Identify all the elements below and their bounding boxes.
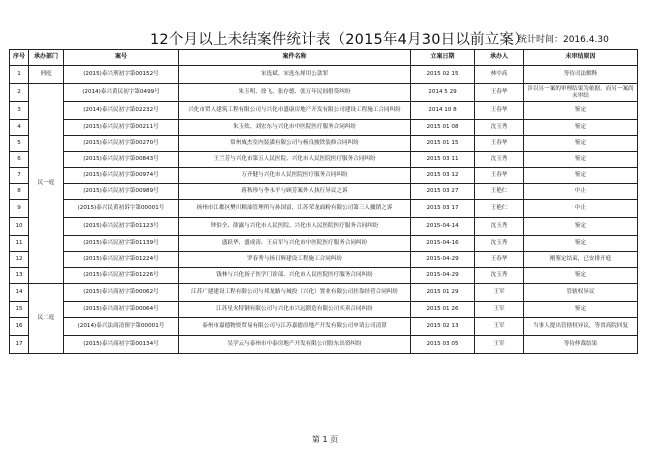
row-seq: 1 [10, 66, 29, 84]
table-row [10, 66, 638, 84]
row-judge: 王军 [475, 284, 524, 302]
table-row [10, 200, 638, 218]
row-judge: 王春华 [475, 252, 524, 268]
row-date: 2015-04-14 [411, 218, 475, 236]
row-case-no: (2014)泰兴法商清预字第00001号 [64, 318, 179, 336]
row-judge: 沈玉秀 [475, 218, 524, 236]
row-seq: 15 [10, 302, 29, 318]
row-seq: 12 [10, 252, 29, 268]
header-reason: 未审结原因 [524, 50, 638, 66]
row-judge: 沈玉秀 [475, 236, 524, 252]
table-row [10, 136, 638, 152]
department-cell: 民一庭 [29, 84, 64, 284]
table-header-row [10, 50, 638, 66]
row-date: 2015 02 13 [411, 318, 475, 336]
row-seq: 5 [10, 136, 29, 152]
row-case-name: 蒋秋珍与李永平与顾芳案外人执行异议之诉 [179, 184, 411, 200]
row-case-no: (2015)泰兴商初字第00134号 [64, 336, 179, 354]
row-reason: 鉴定 [524, 302, 638, 318]
row-date: 2015 01 26 [411, 302, 475, 318]
row-case-name: 江苏广建建设工程有限公司与邦龙路与城投（兴化）置业有限公司挂靠经营合同纠纷 [179, 284, 411, 302]
statistics-time: 统计时间：2016.4.30 [518, 35, 609, 45]
row-case-name: 钟伯全、薛露与兴化市人民医院、兴化市人民医院医疗服务合同纠纷 [179, 218, 411, 236]
row-reason: 鉴定 [524, 120, 638, 136]
row-seq: 2 [10, 84, 29, 102]
row-judge: 沈玉秀 [475, 268, 524, 284]
row-case-no: (2015)泰兴民初字第00270号 [64, 136, 179, 152]
department-cell: 刑庭 [29, 66, 64, 84]
row-reason: 鉴定 [524, 236, 638, 252]
row-case-name: 吴学云与泰州市中泰房地产开发有限公司股东出资纠纷 [179, 336, 411, 354]
page-footer: 第 1 页 [311, 435, 339, 444]
row-seq: 6 [10, 152, 29, 168]
header-judge: 承办人 [475, 50, 524, 66]
row-case-no: (2014)泰兴民初字第02232号 [64, 102, 179, 120]
row-case-name: 王兰芳与兴化市第五人民医院、兴化市人民医院医疗服务合同纠纷 [179, 152, 411, 168]
row-date: 2015 03 17 [411, 200, 475, 218]
row-reason: 中止 [524, 200, 638, 218]
row-judge: 王艳仁 [475, 200, 524, 218]
row-case-name: 江苏星火特钢有限公司与兴化市兴远锻造有限公司买卖合同纠纷 [179, 302, 411, 318]
row-seq: 7 [10, 168, 29, 184]
table-row [10, 318, 638, 336]
row-reason: 鉴定 [524, 136, 638, 152]
header-case-no: 案号 [64, 50, 179, 66]
row-date: 2015 03 12 [411, 168, 475, 184]
header-department: 承办部门 [29, 50, 64, 66]
row-date: 2015 01 29 [411, 284, 475, 302]
row-case-name: 盛跃华、盛成涛、王启军与兴化市中医院医疗服务合同纠纷 [179, 236, 411, 252]
row-case-name: 常州威杰室内装潢有限公司与杨良骏铁装修合同纠纷 [179, 136, 411, 152]
row-case-name: 朱玉明、徐飞、张存德、张万年民间借贷纠纷 [179, 84, 411, 102]
row-case-name: 泰州市嘉德物资贸易有限公司与江苏嘉德房地产开发有限公司申请公司清算 [179, 318, 411, 336]
row-reason: 等待仲裁结果 [524, 336, 638, 354]
row-case-no: (2015)泰兴民初字第01226号 [64, 268, 179, 284]
row-case-no: (2015)泰兴民初字第00989号 [64, 184, 179, 200]
row-judge: 王春华 [475, 102, 524, 120]
title-row [0, 26, 650, 50]
row-case-no: (2015)泰兴民初字第01224号 [64, 252, 179, 268]
row-seq: 10 [10, 218, 29, 236]
row-case-no: (2015)泰兴民黄初诉字第00001号 [64, 200, 179, 218]
row-judge: 王春华 [475, 136, 524, 152]
row-case-no: (2014)泰兴黄民初字第0499号 [64, 84, 179, 102]
row-seq: 9 [10, 200, 29, 218]
table-row [10, 218, 638, 236]
row-date: 2015 02 15 [411, 66, 475, 84]
row-reason: 鉴定 [524, 168, 638, 184]
table-row [10, 284, 638, 302]
row-case-name: 朱玉炊、刘宏东与兴化市中医院医疗服务合同纠纷 [179, 120, 411, 136]
row-judge: 王军 [475, 302, 524, 318]
row-reason: 管辖权异议 [524, 284, 638, 302]
row-date: 2015 03 27 [411, 184, 475, 200]
row-judge: 王春华 [475, 168, 524, 184]
header-case-name: 案件名称 [179, 50, 411, 66]
page-title: 12个月以上未结案件统计表（2015年4月30日以前立案） [150, 32, 529, 48]
row-seq: 17 [10, 336, 29, 354]
row-seq: 13 [10, 268, 29, 284]
row-date: 2014 10 8 [411, 102, 475, 120]
row-date: 2015-04-29 [411, 268, 475, 284]
row-case-no: (2015)泰兴商初字第00064号 [64, 302, 179, 318]
table-row [10, 152, 638, 168]
row-seq: 14 [10, 284, 29, 302]
table-row [10, 120, 638, 136]
table-row [10, 252, 638, 268]
row-judge: 王春华 [475, 84, 524, 102]
row-date: 2015 01 15 [411, 136, 475, 152]
row-reason: 中止 [524, 184, 638, 200]
row-date: 2014 5 29 [411, 84, 475, 102]
table-row [10, 302, 638, 318]
row-reason: 鉴定 [524, 152, 638, 168]
row-case-no: (2015)泰兴民初字第00974号 [64, 168, 179, 184]
row-date: 2015 03 11 [411, 152, 475, 168]
row-case-name: 罗春秀与扬日辉建设工程施工合同纠纷 [179, 252, 411, 268]
table-row [10, 268, 638, 284]
row-seq: 16 [10, 318, 29, 336]
row-seq: 4 [10, 120, 29, 136]
row-case-no: (2015)泰兴民初字第00211号 [64, 120, 179, 136]
row-reason: 等待司法解释 [524, 66, 638, 84]
table-row [10, 236, 638, 252]
row-seq: 3 [10, 102, 29, 120]
row-reason: 鉴定 [524, 102, 638, 120]
row-reason: 鉴定 [524, 218, 638, 236]
row-judge: 沈玉秀 [475, 152, 524, 168]
row-date: 2015-04-16 [411, 236, 475, 252]
row-judge: 王军 [475, 336, 524, 354]
department-cell: 民二庭 [29, 284, 64, 354]
row-seq: 8 [10, 184, 29, 200]
row-case-no: (2015)泰兴民初字第00843号 [64, 152, 179, 168]
row-case-name: 扬州市江都区樊川粮油管理所与孙国富、江苏荣龙面粉有限公司第三人撤销之诉 [179, 200, 411, 218]
row-case-name: 钱林与兴化扬子医学门诊部、兴化市人民医院医疗服务合同纠纷 [179, 268, 411, 284]
row-case-no: (2015)泰兴民初字第01139号 [64, 236, 179, 252]
row-case-name: 万齐健与兴化市人民医院医疗服务合同纠纷 [179, 168, 411, 184]
row-date: 2015-04-29 [411, 252, 475, 268]
header-seq: 序号 [10, 50, 29, 66]
row-case-name: 兴化市贸人建筑工程有限公司与兴化市盛康房地产开发有限公司建设工程施工合同纠纷 [179, 102, 411, 120]
row-judge: 王军 [475, 318, 524, 336]
header-filing-date: 立案日期 [411, 50, 475, 66]
row-reason: 刚鉴定结束，已安排开庭 [524, 252, 638, 268]
table-row [10, 336, 638, 354]
row-judge: 林中高 [475, 66, 524, 84]
row-judge: 沈玉秀 [475, 120, 524, 136]
row-seq: 11 [10, 236, 29, 252]
row-judge: 王艳仁 [475, 184, 524, 200]
case-table [9, 49, 638, 354]
row-date: 2015 01 08 [411, 120, 475, 136]
table-row [10, 84, 638, 102]
row-reason: 当事人提出管辖权异议，等省高院回复 [524, 318, 638, 336]
row-case-no: (2015)泰兴刑初字第00152号 [64, 66, 179, 84]
table-row [10, 102, 638, 120]
row-date: 2015 03 05 [411, 336, 475, 354]
table-row [10, 184, 638, 200]
table-row [10, 168, 638, 184]
row-case-name: 宋选斌、宋选东犀用公款罪 [179, 66, 411, 84]
row-reason: 鉴定 [524, 268, 638, 284]
row-reason: 涉以另一案的审理结果为依据，而另一案尚未审结 [524, 84, 638, 102]
row-case-no: (2015)泰兴商初字第00062号 [64, 284, 179, 302]
row-case-no: (2015)泰兴民初字第01123号 [64, 218, 179, 236]
